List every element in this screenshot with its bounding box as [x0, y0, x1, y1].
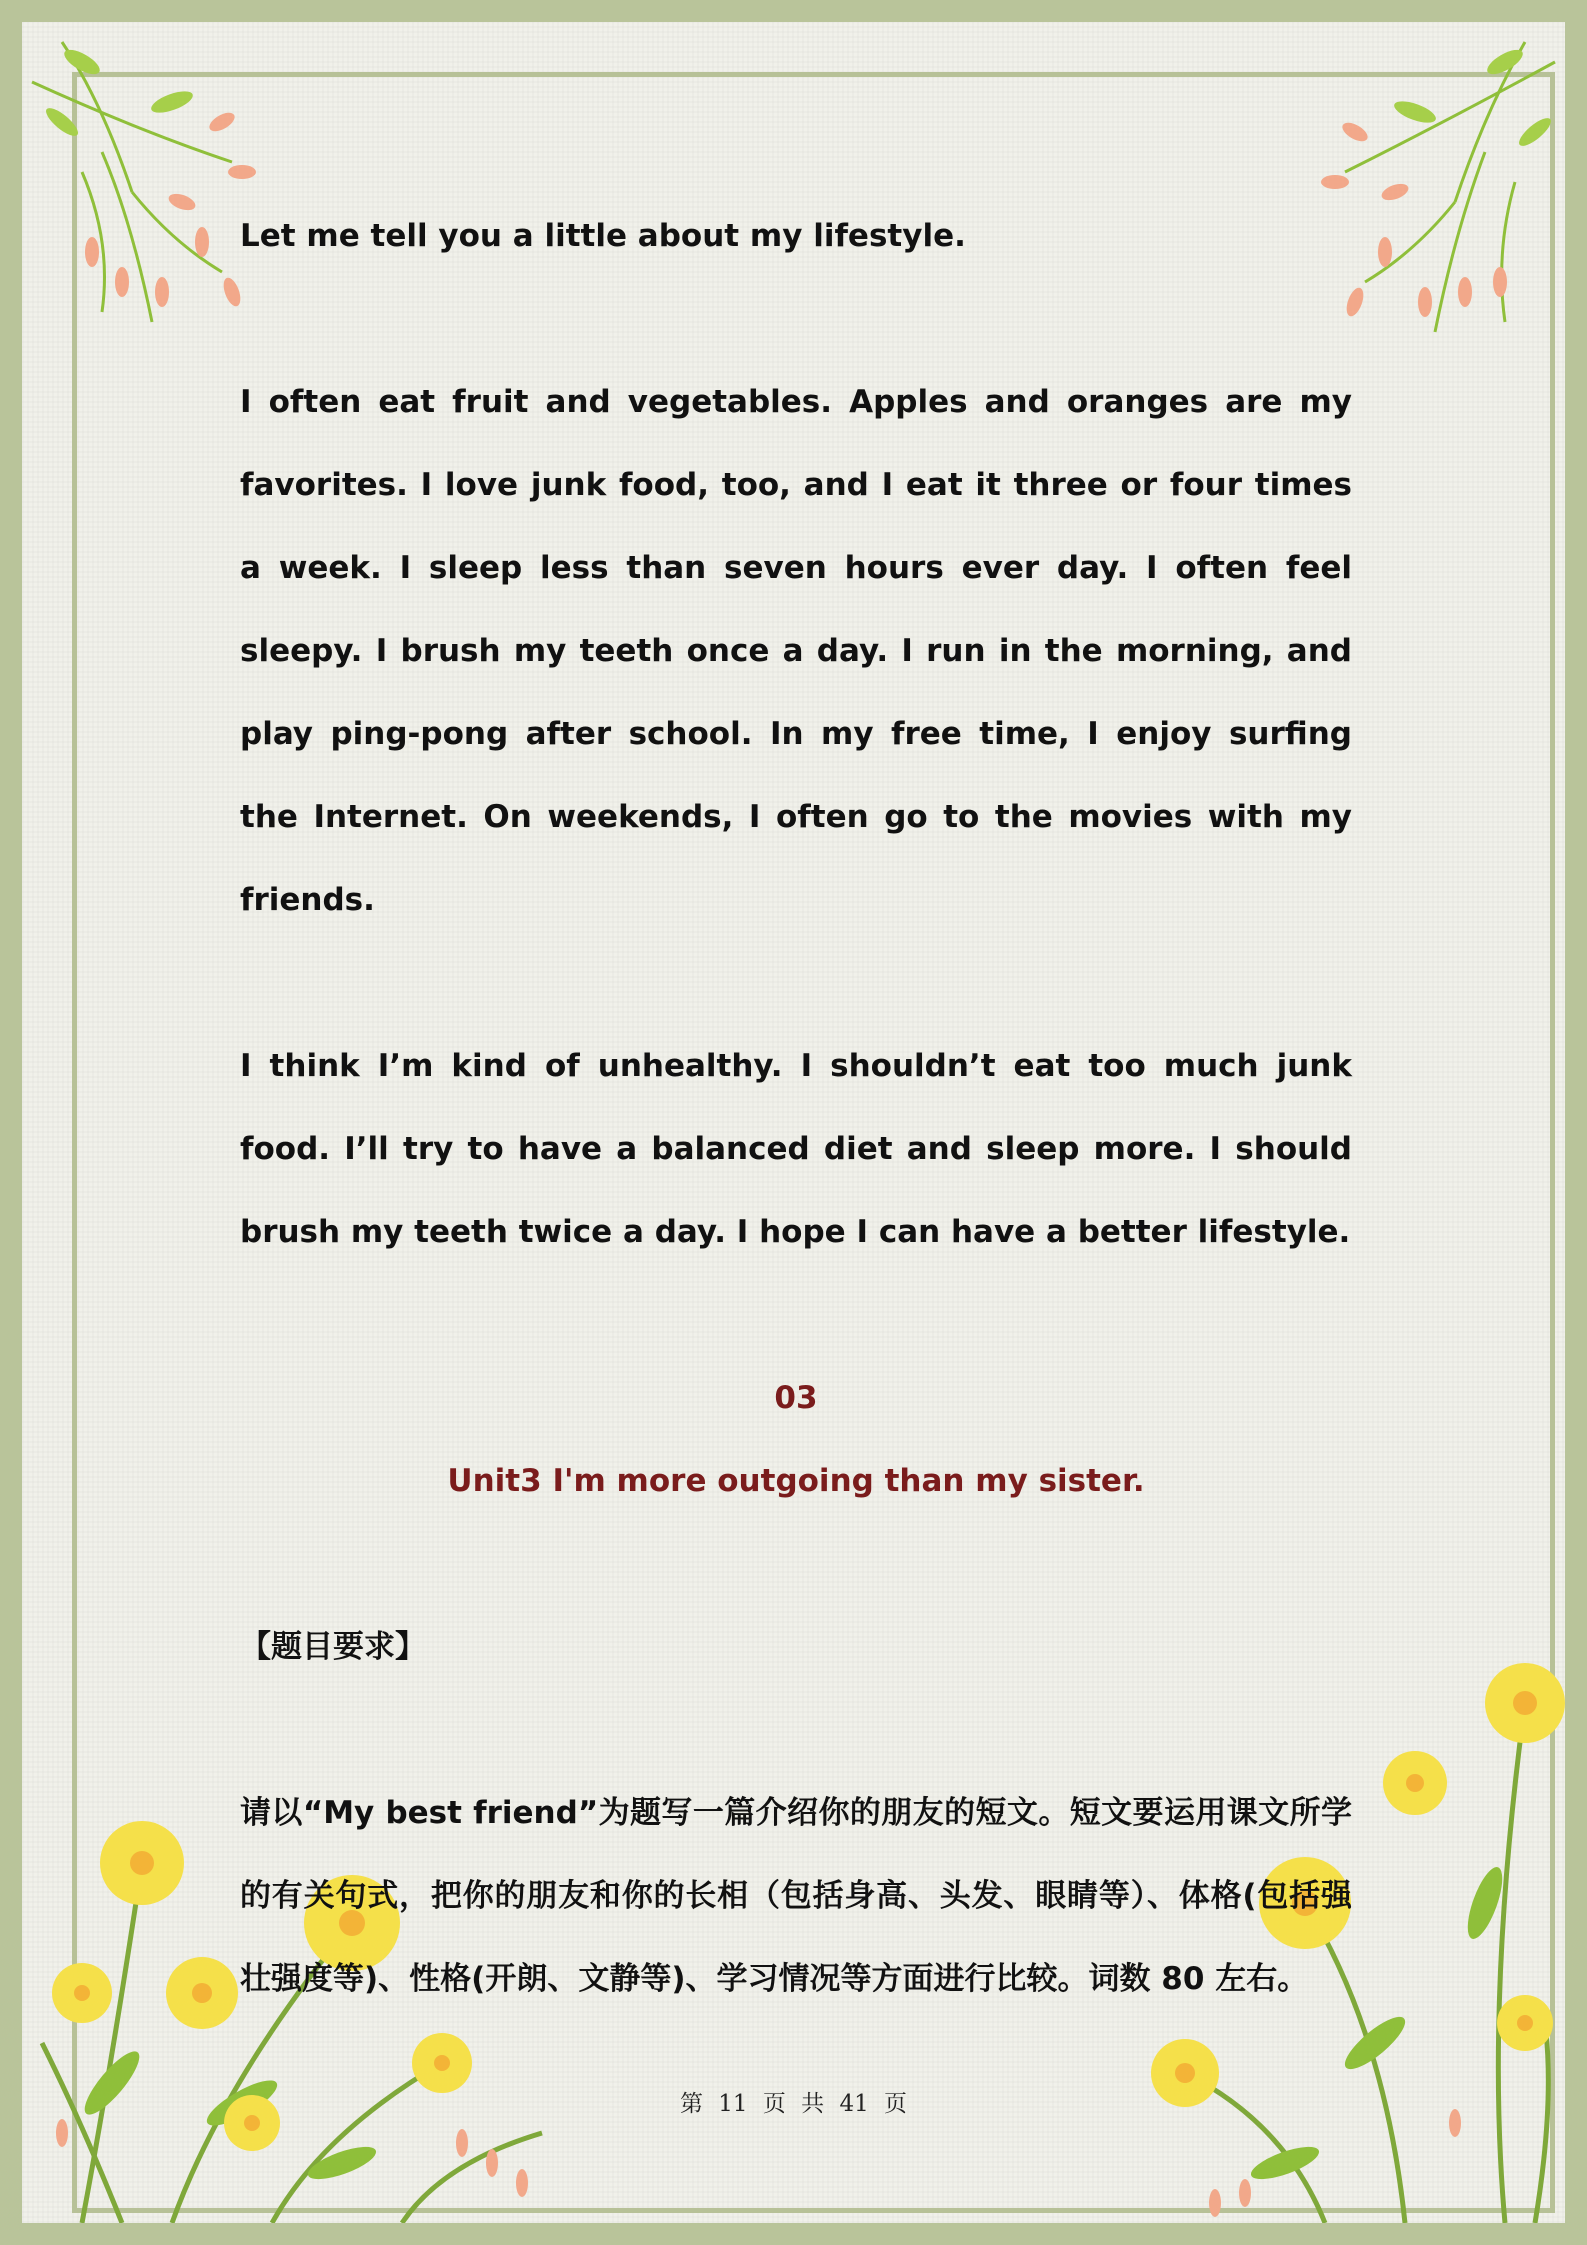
requirement-text: 请以“My best friend”为题写一篇介绍你的朋友的短文。短文要运用课文所学的有关句式，把你的朋友和你的长相（包括身高、头发、眼睛等）、体格(包括强壮强度等)、性格(开朗、文静等)、学习情况等方面进行比较。词数 80 左右。 — [240, 1795, 1352, 1997]
conclusion-paragraph: I think I’m kind of unhealthy. I shouldn’t eat too much junk food. I’ll try to have a balanced diet and sleep more. I should brush my teeth twice a day. I hope I can have a better lifestyle. — [240, 1048, 1352, 1250]
intro-paragraph: Let me tell you a little about my lifestyle. — [240, 218, 966, 254]
requirement-label: 【题目要求】 — [240, 1629, 426, 1665]
section-title: Unit3 I'm more outgoing than my sister. — [447, 1463, 1145, 1499]
document-body — [240, 195, 1352, 2021]
page-number-footer: 第 11 页 共 41 页 — [679, 2091, 908, 2117]
habits-paragraph: I often eat fruit and vegetables. Apples and oranges are my favorites. I love junk food, too, and I eat it three or four times a week. I sleep less than seven hours ever day. I often feel sleepy. I brush my teeth once a day. I run in the morning, and play ping-pong after school. In my free time, I enjoy surfing the Internet. On weekends, I often go to the movies with my friends. — [240, 384, 1352, 918]
section-number: 03 — [774, 1380, 818, 1416]
